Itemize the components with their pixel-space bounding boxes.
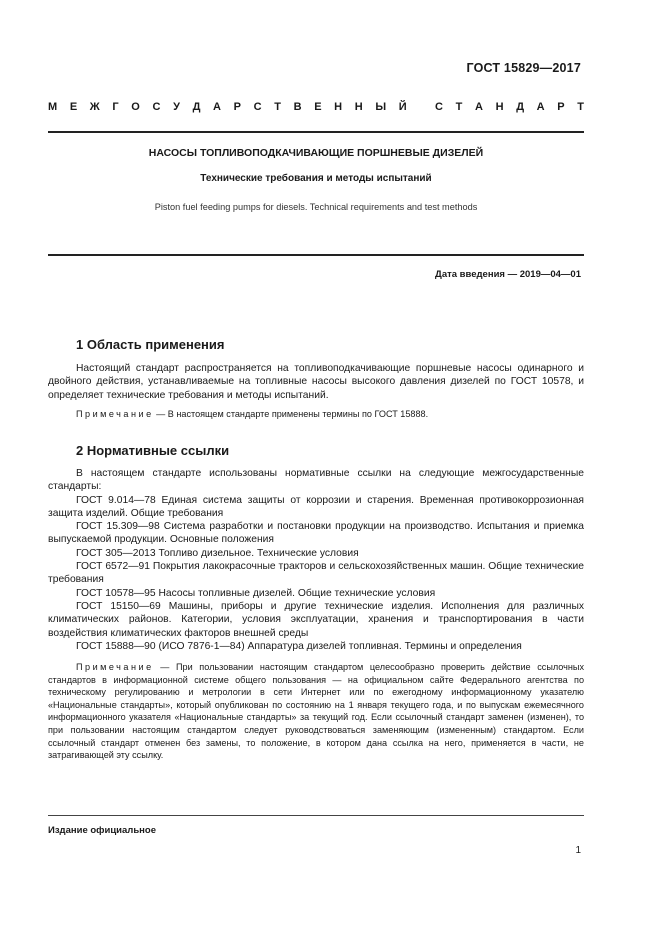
standard-type-heading xyxy=(48,101,584,113)
section-1-heading: 1 Область применения xyxy=(76,337,225,352)
heading-letter: Д xyxy=(516,101,525,113)
heading-letter: В xyxy=(293,101,302,113)
page-number: 1 xyxy=(575,845,581,856)
heading-letter: А xyxy=(475,101,483,113)
heading-letter: Ы xyxy=(375,101,387,113)
introduction-date: Дата введения — 2019—04—01 xyxy=(435,269,581,280)
heading-letter: Т xyxy=(577,101,584,113)
heading-letter: Е xyxy=(69,101,78,113)
section-1-note xyxy=(48,408,584,421)
heading-letter: Т xyxy=(455,101,463,113)
heading-letter: Ж xyxy=(89,101,100,113)
header-rule xyxy=(48,131,584,133)
references-list xyxy=(48,467,584,653)
heading-letter: А xyxy=(536,101,545,113)
section-2-heading: 2 Нормативные ссылки xyxy=(76,443,230,458)
heading-letter: Р xyxy=(557,101,565,113)
heading-letter: Г xyxy=(112,101,119,113)
heading-letter: Т xyxy=(274,101,281,113)
gost-number: ГОСТ 15829—2017 xyxy=(466,61,581,75)
heading-letter: С xyxy=(152,101,161,113)
title-rule xyxy=(48,254,584,256)
scope-paragraph: Настоящий стандарт распространяется на топливоподкачивающие поршневые насосы одинарного и двойного действия, устанавливаемые на топливные насосы высокого давления дизелей по ГОСТ 10578, и определяет технические требования и методы испытаний. xyxy=(48,363,584,401)
note-label: Примечание xyxy=(76,662,154,672)
reference-item: ГОСТ 15150—69 Машины, приборы и другие технические изделия. Исполнения для различных климатических районов. Категории, условия эксплуатации, хранения и транспортирования в части воздействия климатических факторов внешней среды xyxy=(48,600,584,639)
heading-letter: Н xyxy=(495,101,504,113)
reference-item: ГОСТ 10578—95 Насосы топливные дизелей. Общие технические условия xyxy=(76,587,436,599)
reference-item: ГОСТ 15.309—98 Система разработки и постановки продукции на производство. Испытания и приемка выпускаемой продукции. Основные положения xyxy=(48,521,584,546)
heading-letter: О xyxy=(131,101,140,113)
official-edition: Издание официальное xyxy=(48,825,156,836)
heading-letter xyxy=(419,101,422,113)
document-subtitle: Технические требования и методы испытаний xyxy=(200,173,432,184)
heading-letter: Н xyxy=(334,101,343,113)
note-text: — В настоящем стандарте применены термины по ГОСТ 15888. xyxy=(153,409,429,419)
heading-letter: С xyxy=(253,101,262,113)
note-label: Примечание xyxy=(76,409,154,419)
heading-letter: Р xyxy=(233,101,241,113)
heading-letter: Й xyxy=(398,101,407,113)
section-2-note xyxy=(48,661,584,762)
reference-item: ГОСТ 305—2013 Топливо дизельное. Технические условия xyxy=(76,547,359,559)
reference-item: ГОСТ 15888—90 (ИСО 7876-1—84) Аппаратура дизелей топливная. Термины и определения xyxy=(76,640,522,652)
note-text: — При пользовании настоящим стандартом целесообразно проверить действие ссылочных стандартов в информационной системе общего пользования — на официальном сайте Федерального агентства по техническому регулированию и метрологии в сети Интернет или по ежегодному информационному указателю «Национальные стандарты», который опубликован по состоянию на 1 января текущего года, и по выпускам ежемесячного информационного указателя «Национальные стандарты» за текущий год. Если ссылочный стандарт заменен (изменен), то при пользовании настоящим стандартом следует руководствоваться заменяющим (измененным) стандартом. Если ссылочный стандарт отменен без замены, то положение, в котором дана ссылка на него, применяется в части, не затрагивающей эту ссылку. xyxy=(48,662,584,761)
section-1-text xyxy=(48,362,584,402)
reference-item: ГОСТ 6572—91 Покрытия лакокрасочные тракторов и сельскохозяйственных машин. Общие технические требования xyxy=(48,561,584,586)
document-title: НАСОСЫ ТОПЛИВОПОДКАЧИВАЮЩИЕ ПОРШНЕВЫЕ ДИЗЕЛЕЙ xyxy=(148,147,484,159)
heading-letter: Н xyxy=(354,101,363,113)
heading-letter: М xyxy=(48,101,58,113)
heading-letter: Е xyxy=(314,101,322,113)
heading-letter: С xyxy=(435,101,443,113)
reference-item: ГОСТ 9.014—78 Единая система защиты от коррозии и старения. Временная противокоррозионная защита изделий. Общие требования xyxy=(48,494,584,519)
heading-letter: Д xyxy=(192,101,201,113)
english-title: Piston fuel feeding pumps for diesels. Technical requirements and test methods xyxy=(154,202,478,212)
footer-rule xyxy=(48,815,584,816)
heading-letter: А xyxy=(213,101,221,113)
references-intro: В настоящем стандарте использованы нормативные ссылки на следующие межгосударственные стандарты: xyxy=(48,468,584,493)
heading-letter: У xyxy=(173,101,180,113)
